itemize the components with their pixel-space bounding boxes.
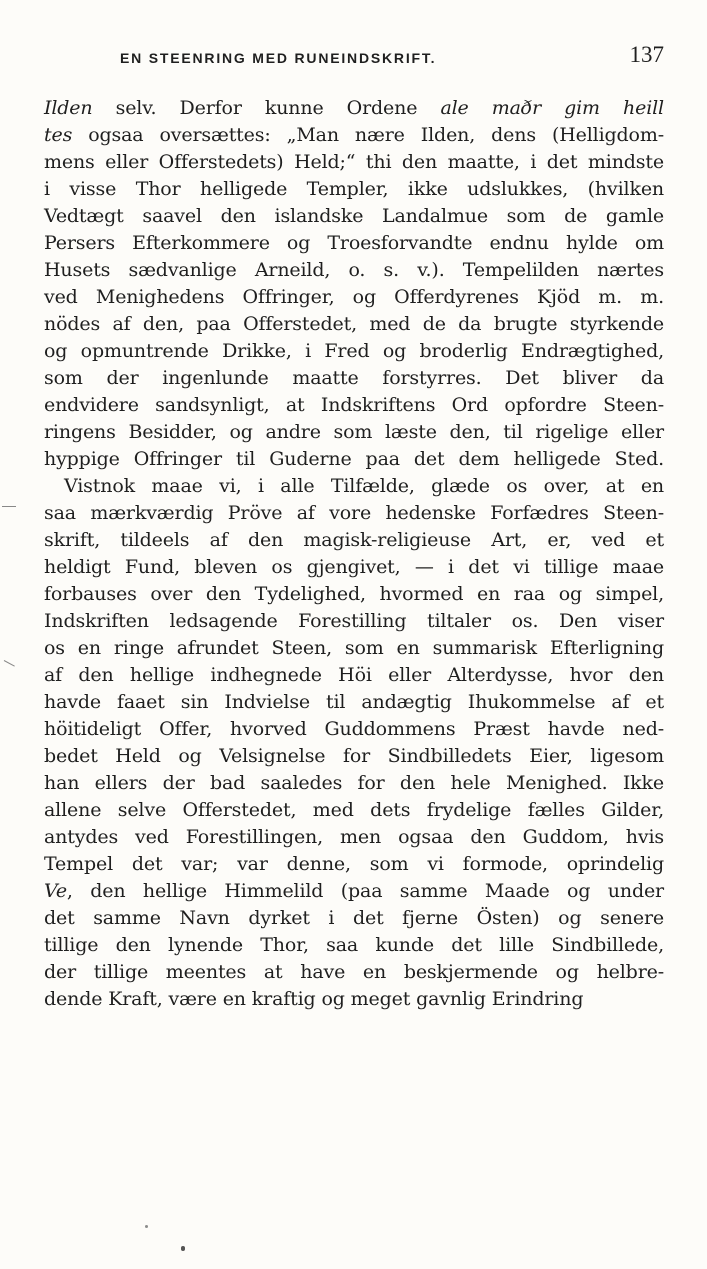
text-line: [44, 797, 664, 824]
text-line: [44, 419, 664, 446]
italic-text: tes: [44, 124, 73, 146]
text-run: allene selve Offerstedet, med dets frydelige fælles Gilder,: [44, 799, 664, 821]
text-line: [44, 338, 664, 365]
text-run: nödes af den, paa Offerstedet, med de da brugte styrkende: [44, 313, 664, 335]
text-line: [44, 959, 664, 986]
text-run: heldigt Fund, bleven os gjengivet, — i det vi tillige maae: [44, 556, 664, 578]
running-head: [44, 42, 664, 76]
text-line: [44, 500, 664, 527]
text-line: [44, 851, 664, 878]
text-line: [44, 554, 664, 581]
text-line: [44, 284, 664, 311]
italic-text: ale maðr gim heill: [440, 97, 664, 119]
text-line: [44, 257, 664, 284]
text-line: [44, 365, 664, 392]
text-run: Vedtægt saavel den islandske Landalmue som de gamle: [44, 205, 664, 227]
text-line: [44, 770, 664, 797]
text-run: i visse Thor helligede Templer, ikke udslukkes, (hvilken: [44, 178, 664, 200]
body-text: [44, 95, 664, 1013]
text-run: som der ingenlunde maatte forstyrres. Det bliver da: [44, 367, 664, 389]
text-line: [44, 149, 664, 176]
text-line: [44, 122, 664, 149]
text-run: skrift, tildeels af den magisk-religieuse Art, er, ved et: [44, 529, 664, 551]
text-line: [44, 662, 664, 689]
text-line: [44, 446, 664, 473]
text-run: dende Kraft, være en kraftig og meget gavnlig Erindring: [44, 988, 584, 1010]
text-run: tillige den lynende Thor, saa kunde det lille Sindbillede,: [44, 934, 664, 956]
text-run: ved Menighedens Offringer, og Offerdyrenes Kjöd m. m.: [44, 286, 664, 308]
text-run: ringens Besidder, og andre som læste den, til rigelige eller: [44, 421, 664, 443]
text-line: [44, 392, 664, 419]
text-run: hyppige Offringer til Guderne paa det dem helligede Sted.: [44, 448, 664, 470]
text-line: [44, 986, 664, 1013]
text-run: saa mærkværdig Pröve af vore hedenske Forfædres Steen-: [44, 502, 664, 524]
text-line: [44, 608, 664, 635]
text-line: [44, 689, 664, 716]
text-run: Vistnok maae vi, i alle Tilfælde, glæde os over, at en: [64, 475, 664, 497]
text-run: antydes ved Forestillingen, men ogsaa den Guddom, hvis: [44, 826, 664, 848]
text-run: bedet Held og Velsignelse for Sindbilledets Eier, ligesom: [44, 745, 664, 767]
print-speck: [181, 1246, 185, 1251]
text-line: [44, 824, 664, 851]
text-run: Husets sædvanlige Arneild, o. s. v.). Tempelilden nærtes: [44, 259, 664, 281]
page-number: 137: [629, 42, 664, 67]
left-margin-mark: [2, 506, 16, 507]
text-run: mens eller Offerstedets) Held;“ thi den maatte, i det mindste: [44, 151, 664, 173]
text-line: [44, 527, 664, 554]
text-line: [44, 230, 664, 257]
running-title: EN STEENRING MED RUNEINDSKRIFT.: [120, 50, 437, 66]
italic-text: Ve: [44, 880, 67, 902]
text-run: endvidere sandsynligt, at Indskriftens Ord opfordre Steen-: [44, 394, 664, 416]
text-line: [44, 932, 664, 959]
text-run: af den hellige indhegnede Höi eller Alterdysse, hvor den: [44, 664, 664, 686]
text-run: os en ringe afrundet Steen, som en summarisk Efterligning: [44, 637, 664, 659]
text-run: selv. Derfor kunne Ordene: [92, 97, 441, 119]
text-run: höitideligt Offer, hvorved Guddommens Præst havde ned-: [44, 718, 664, 740]
text-line: [44, 203, 664, 230]
text-line: [44, 905, 664, 932]
text-run: havde faaet sin Indvielse til andægtig Ihukommelse af et: [44, 691, 664, 713]
text-run: , den hellige Himmelild (paa samme Maade og under: [66, 880, 664, 902]
text-run: Persers Efterkommere og Troesforvandte endnu hylde om: [44, 232, 664, 254]
text-run: han ellers der bad saaledes for den hele Menighed. Ikke: [44, 772, 664, 794]
book-page: [44, 0, 664, 1269]
italic-text: Ilden: [44, 97, 93, 119]
text-run: Indskriften ledsagende Forestilling tiltaler os. Den viser: [44, 610, 664, 632]
text-line: [44, 311, 664, 338]
text-run: og opmuntrende Drikke, i Fred og broderlig Endrægtighed,: [44, 340, 664, 362]
print-speck: [145, 1225, 148, 1228]
text-line: [44, 635, 664, 662]
text-run: Tempel det var; var denne, som vi formode, oprindelig: [44, 853, 664, 875]
text-run: det samme Navn dyrket i det fjerne Östen) og senere: [44, 907, 664, 929]
text-line: [44, 95, 664, 122]
text-line: [44, 473, 664, 500]
text-line: [44, 176, 664, 203]
left-margin-mark: [4, 660, 15, 667]
text-line: [44, 716, 664, 743]
text-line: [44, 878, 664, 905]
text-run: der tillige meentes at have en beskjermende og helbre-: [44, 961, 664, 983]
text-line: [44, 581, 664, 608]
text-run: forbauses over den Tydelighed, hvormed en raa og simpel,: [44, 583, 664, 605]
text-run: ogsaa oversættes: „Man nære Ilden, dens (Helligdom-: [72, 124, 664, 146]
text-line: [44, 743, 664, 770]
